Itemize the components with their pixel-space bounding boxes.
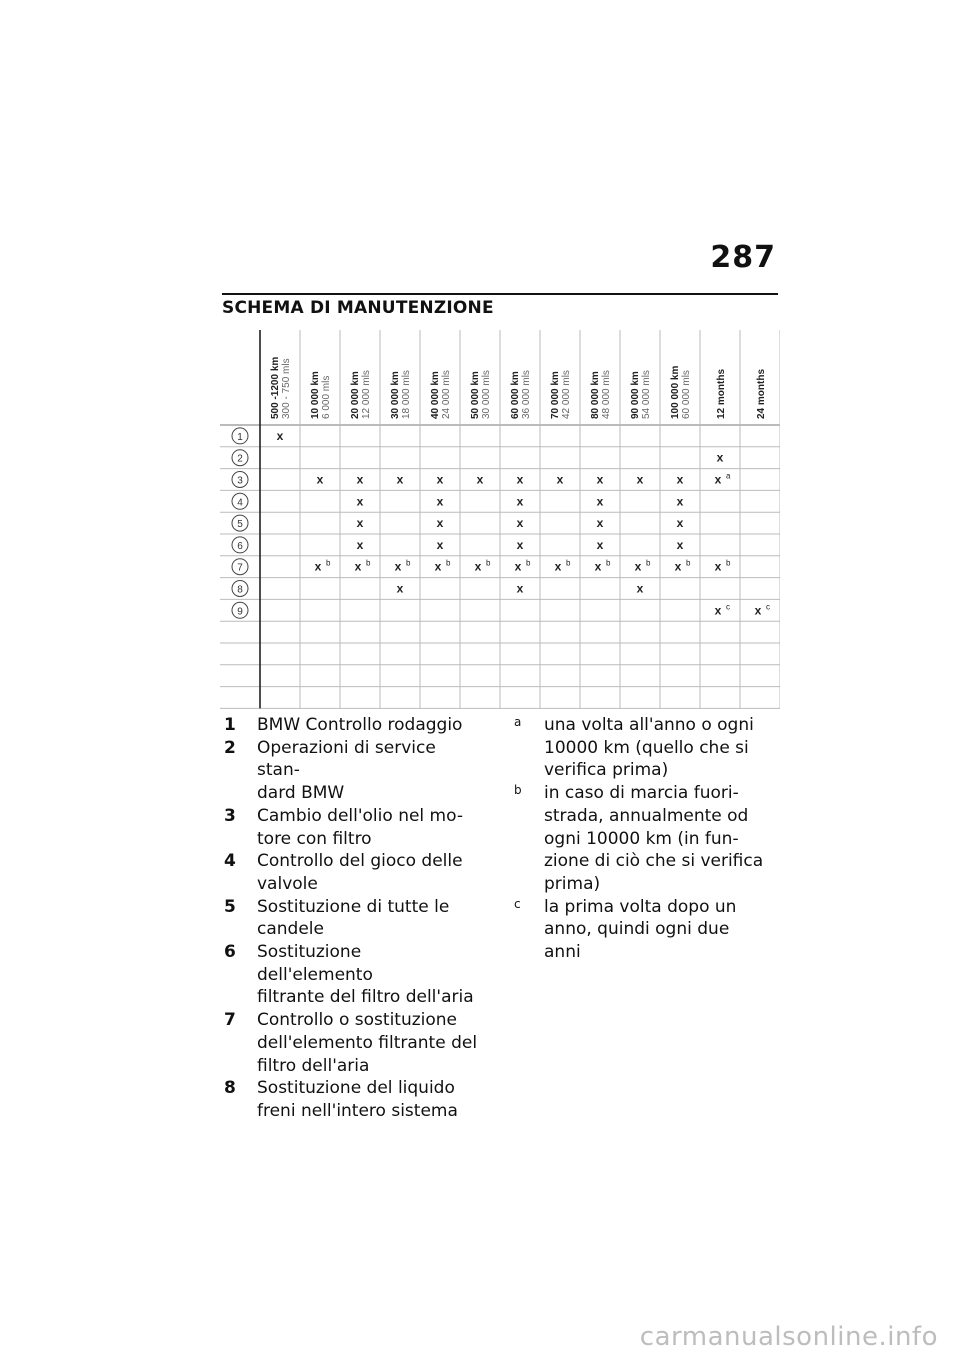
schedule-mark-footnote: b [726,558,731,568]
column-header-mls: 18 000 mls [401,370,412,419]
column-header [756,369,767,419]
schedule-mark: x [516,581,524,596]
schedule-mark: x [596,472,604,487]
row-number: 3 [237,475,243,487]
column-header-mls: 300 - 750 mls [281,358,292,419]
schedule-mark: x [676,516,684,531]
column-header [390,370,412,419]
schedule-mark: x [434,559,442,574]
column-header-km: 40 000 km [430,371,441,419]
legend-number: 1 [224,715,236,735]
legend-text: Controllo o sostituzione dell'elemento filtrante del filtro dell'aria [257,1010,478,1076]
legend-text: Operazioni di service stan- dard BMW [257,737,436,804]
column-header-km: 60 000 km [510,371,521,419]
legend-number: 4 [224,851,236,872]
legend-item [224,714,482,737]
footnote-item [510,896,770,964]
footnote-item [510,782,770,896]
column-header-km: 80 000 km [590,371,601,419]
schedule-mark: x [394,559,402,574]
legend-item [224,805,482,850]
row-number: 8 [237,584,243,596]
schedule-mark: x [316,472,324,487]
legend-item [224,1009,482,1077]
schedule-mark: x [596,494,604,509]
column-header [270,357,292,419]
legend-text: Sostituzione di tutte le candele [257,896,450,940]
page-number: 287 [710,240,776,275]
schedule-mark-footnote: a [726,471,731,481]
row-number: 4 [237,497,243,509]
schedule-mark: x [596,537,604,552]
schedule-mark-footnote: b [486,558,491,568]
footnote-mark: b [514,783,522,798]
column-header-km: 90 000 km [630,371,641,419]
row-number: 6 [237,540,243,552]
column-header-km: 50 000 km [470,371,481,419]
column-header [670,366,692,419]
column-header-km: 100 000 km [670,365,681,419]
legend-text: BMW Controllo rodaggio [257,715,463,735]
schedule-mark-footnote: b [446,558,451,568]
schedule-mark: x [714,472,722,487]
schedule-mark: x [516,516,524,531]
schedule-mark: x [594,559,602,574]
legend-number: 7 [224,1010,236,1031]
column-header [470,370,492,419]
legend-number: 8 [224,1078,236,1099]
column-header-mls: 48 000 mls [601,370,612,419]
column-header-km: 10 000 km [310,371,321,419]
schedule-mark: x [276,428,284,443]
column-header-km: 70 000 km [550,371,561,419]
legend-item [224,941,482,1009]
footnote-text: una volta all'anno o ogni 10000 km (quello che si verifica prima) [544,715,754,781]
schedule-mark: x [714,559,722,574]
footnote-item [510,714,770,782]
schedule-mark: x [356,472,364,487]
column-header [350,370,372,419]
row-number: 2 [237,453,243,465]
schedule-mark: x [676,494,684,509]
maintenance-schedule-table [220,330,780,710]
row-number: 7 [237,562,243,574]
legend-text: Sostituzione dell'elemento filtrante del filtro dell'aria [257,942,474,1008]
column-header-mls: 42 000 mls [561,370,572,419]
schedule-mark: x [436,494,444,509]
schedule-mark: x [754,603,762,618]
column-header [630,370,652,419]
schedule-mark: x [356,516,364,531]
schedule-mark: x [436,516,444,531]
header-rule [222,293,778,295]
schedule-mark: x [516,537,524,552]
schedule-mark-footnote: c [766,602,770,612]
legend-text: Sostituzione del liquido freni nell'intero sistema [257,1078,458,1121]
footnote-mark: a [514,715,522,729]
column-header-km: 30 000 km [390,371,401,419]
column-header-km: 20 000 km [350,371,361,419]
column-header [550,370,572,419]
section-title: SCHEMA DI MANUTENZIONE [222,298,494,318]
schedule-mark: x [436,472,444,487]
schedule-mark: x [516,494,524,509]
schedule-mark-footnote: b [526,558,531,568]
column-header-km: 12 months [716,368,727,419]
schedule-mark-footnote: b [606,558,611,568]
schedule-mark: x [474,559,482,574]
column-header [430,370,452,419]
legend-item [224,896,482,941]
row-number: 9 [237,606,243,618]
column-header-mls: 6 000 mls [321,375,332,419]
schedule-mark: x [556,472,564,487]
legend-text: Cambio dell'olio nel mo- tore con filtro [257,805,463,849]
legend-number: 6 [224,942,236,963]
legend-number: 2 [224,737,236,758]
footnote-text: in caso di marcia fuori- strada, annualmente od ogni 10000 km (in fun- zione di ciò che si verifica prima) [544,783,764,894]
schedule-mark-footnote: b [566,558,571,568]
column-header-mls: 30 000 mls [481,370,492,419]
column-header [310,371,332,419]
watermark: carmanualsonline.info [639,1322,938,1352]
schedule-mark: x [476,472,484,487]
column-header [716,369,727,419]
schedule-mark: x [356,537,364,552]
schedule-mark-footnote: b [686,558,691,568]
schedule-mark: x [636,581,644,596]
footnote-text: la prima volta dopo un anno, quindi ogni due anni [544,896,737,963]
schedule-mark: x [596,516,604,531]
legend-text: Controllo del gioco delle valvole [257,851,463,894]
schedule-mark: x [634,559,642,574]
schedule-mark: x [636,472,644,487]
schedule-mark-footnote: c [726,602,730,612]
schedule-mark: x [396,472,404,487]
footnotes-list [510,714,770,964]
column-header [590,370,612,419]
schedule-mark: x [676,537,684,552]
column-header-mls: 12 000 mls [361,370,372,419]
column-header-mls: 36 000 mls [521,370,532,419]
schedule-mark: x [356,494,364,509]
schedule-mark-footnote: b [406,558,411,568]
column-header-mls: 54 000 mls [641,370,652,419]
schedule-mark: x [396,581,404,596]
schedule-mark: x [314,559,322,574]
schedule-mark: x [716,450,724,465]
schedule-mark: x [674,559,682,574]
column-header-km: 500 -1200 km [270,356,281,419]
schedule-mark: x [354,559,362,574]
footnote-mark: c [514,896,521,911]
schedule-mark: x [436,537,444,552]
schedule-mark-footnote: b [646,558,651,568]
legend-list [224,714,482,1123]
column-header-mls: 24 000 mls [441,370,452,419]
legend-item [224,737,482,805]
schedule-mark-footnote: b [326,558,331,568]
schedule-mark: x [676,472,684,487]
legend-item [224,1077,482,1122]
schedule-mark: x [516,472,524,487]
column-header [510,370,532,419]
column-header-km: 24 months [756,368,767,419]
row-number: 1 [237,431,243,443]
legend-item [224,850,482,895]
schedule-mark: x [714,603,722,618]
legend-number: 3 [224,805,236,826]
schedule-mark-footnote: b [366,558,371,568]
schedule-mark: x [554,559,562,574]
legend-number: 5 [224,896,236,917]
column-header-mls: 60 000 mls [681,370,692,419]
schedule-mark: x [514,559,522,574]
row-number: 5 [237,519,243,531]
